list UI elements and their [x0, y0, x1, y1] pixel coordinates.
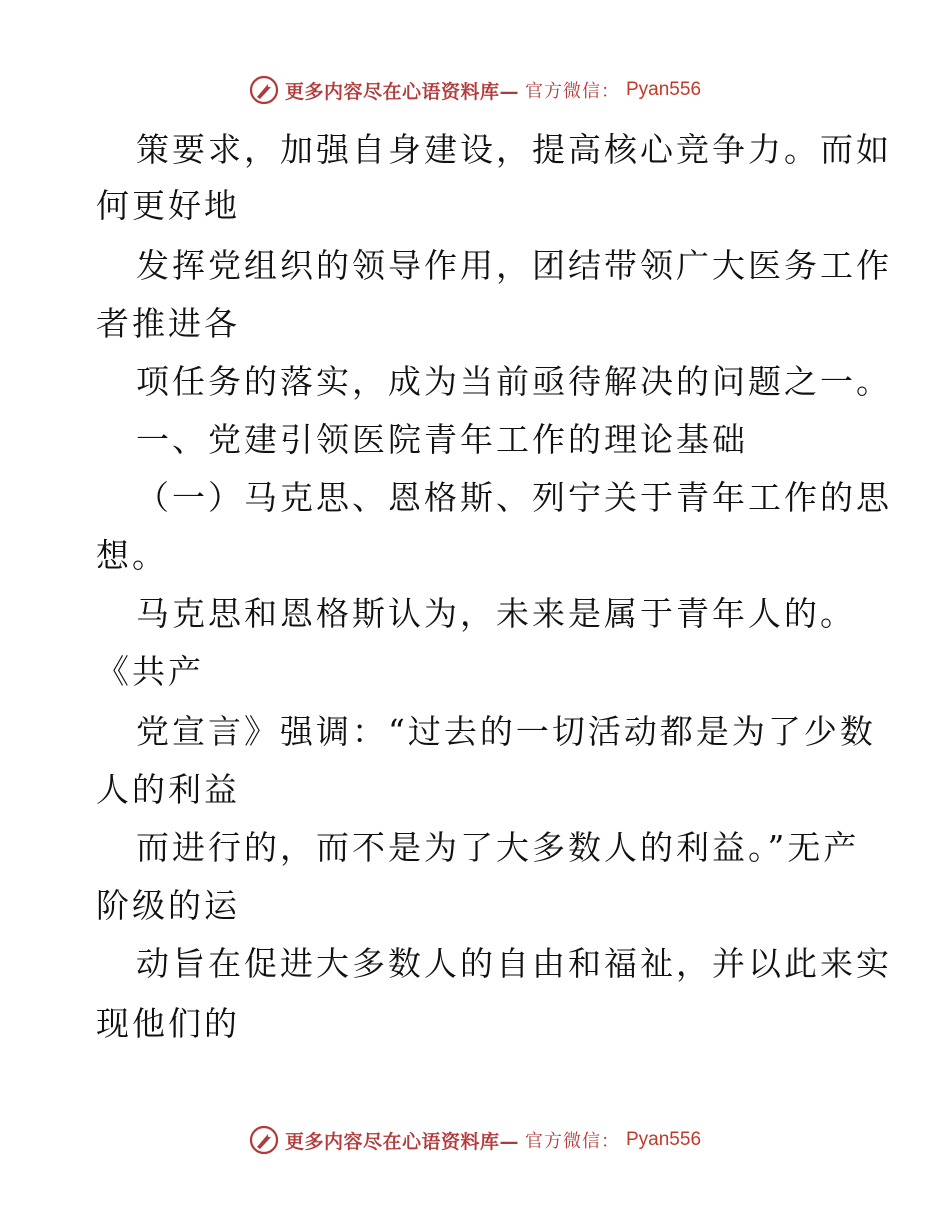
body-line: 现他们的	[96, 1004, 240, 1043]
body-line: 动旨在促进大多数人的自由和福祉，并以此来实	[136, 944, 892, 983]
body-line: 项任务的落实，成为当前亟待解决的问题之一。	[136, 362, 892, 401]
banner-wechat-id: Pyan556	[626, 79, 702, 100]
body-line: 者推进各	[96, 304, 240, 343]
body-line: 马克思和恩格斯认为，未来是属于青年人的。	[136, 594, 856, 633]
body-line: 何更好地	[96, 186, 240, 225]
header-banner	[0, 70, 950, 110]
body-line: 人的利益	[96, 770, 240, 809]
banner-text: 更多内容尽在心语资料库—	[284, 1130, 519, 1153]
body-line: 而进行的，而不是为了大多数人的利益。”无产	[136, 828, 860, 867]
banner-text: 更多内容尽在心语资料库—	[284, 80, 519, 103]
body-line: 策要求，加强自身建设，提高核心竞争力。而如	[136, 130, 892, 169]
body-line: 阶级的运	[96, 886, 240, 925]
pen-nib-logo-icon	[249, 75, 279, 105]
body-line: 《共产	[96, 652, 204, 691]
body-line: 想。	[96, 536, 168, 575]
footer-banner	[0, 1120, 950, 1160]
body-line: 党宣言》强调：“过去的一切活动都是为了少数	[136, 712, 876, 751]
banner-wechat-id: Pyan556	[626, 1129, 702, 1150]
subsection-heading: （一）马克思、恩格斯、列宁关于青年工作的思	[136, 478, 892, 517]
body-line: 发挥党组织的领导作用，团结带领广大医务工作	[136, 246, 892, 285]
pen-nib-logo-icon	[249, 1125, 279, 1155]
banner-wechat-label: 官方微信：	[525, 81, 620, 102]
section-heading: 一、党建引领医院青年工作的理论基础	[136, 420, 748, 459]
banner-wechat-label: 官方微信：	[525, 1131, 620, 1152]
